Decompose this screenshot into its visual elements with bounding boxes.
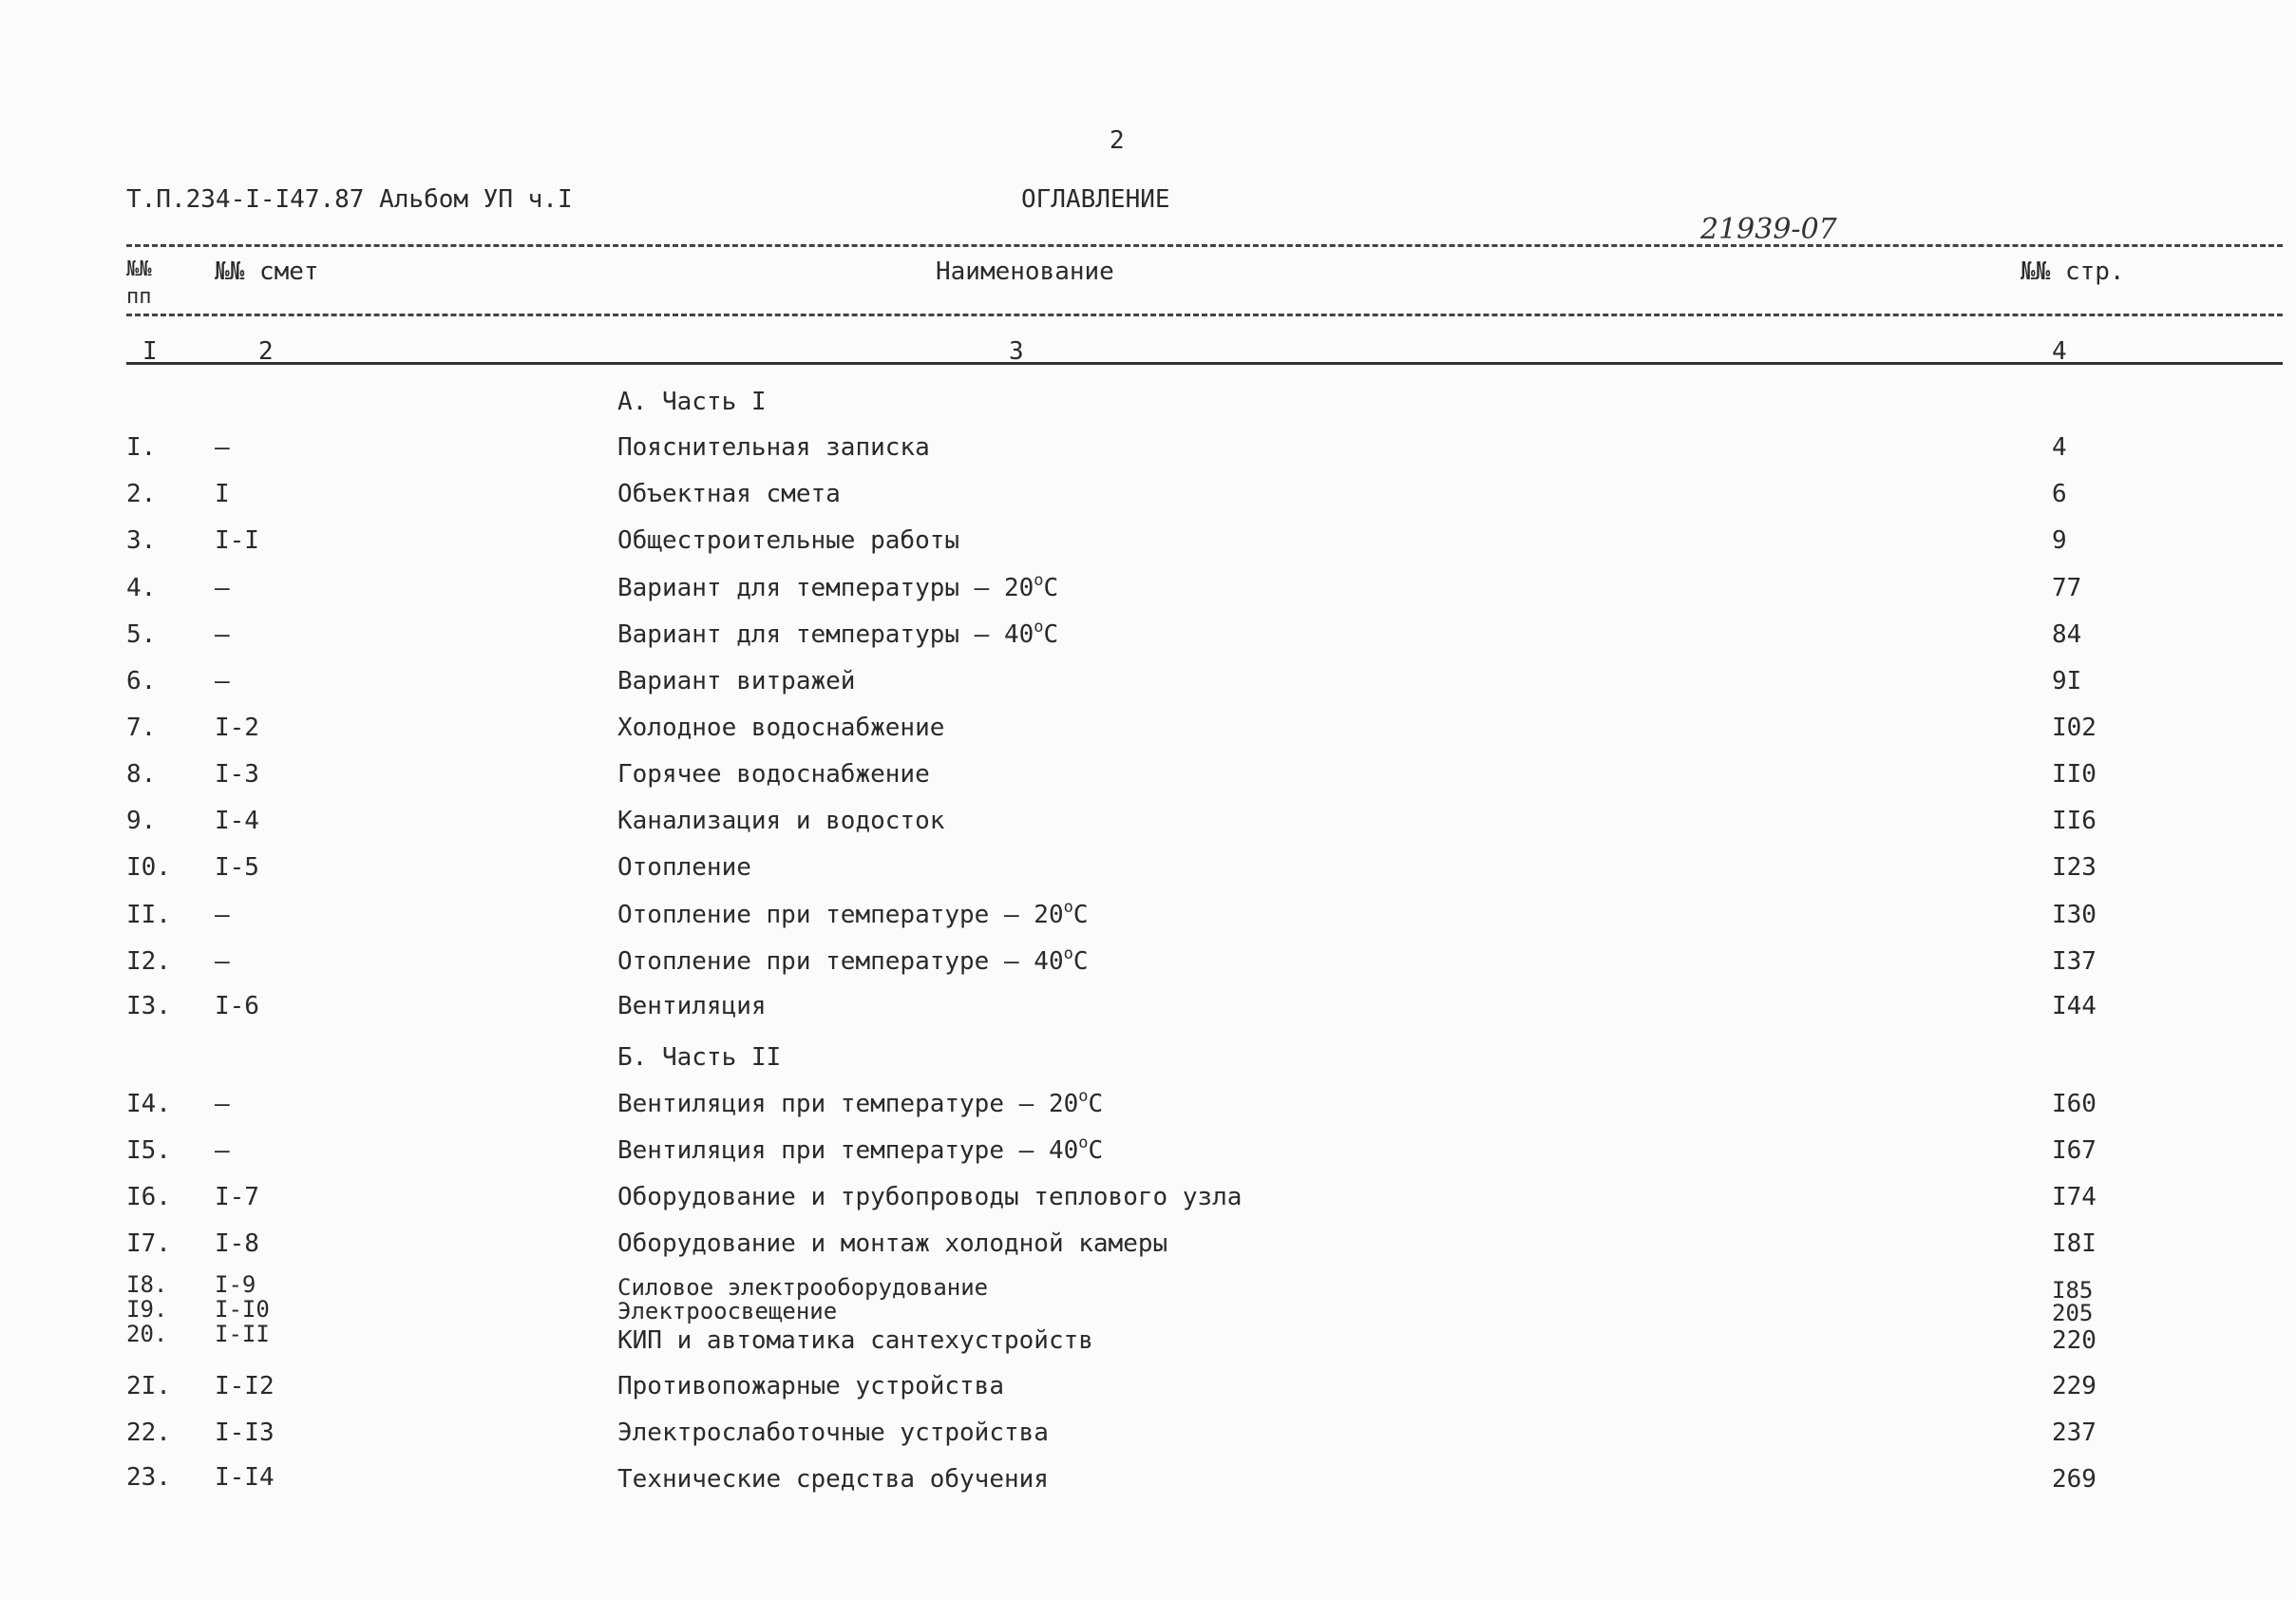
row-estimate: – <box>215 1090 230 1118</box>
row-number: I2. <box>126 947 171 976</box>
row-page: 4 <box>2052 433 2067 462</box>
row-number: II. <box>126 901 171 929</box>
row-estimate: I <box>215 480 230 508</box>
row-title-text: Отопление при температуре – 20 <box>617 901 1064 929</box>
row-number: I5. <box>126 1136 171 1165</box>
degree-superscript: о <box>1063 944 1073 963</box>
row-title <box>617 1133 1104 1165</box>
row-title <box>617 898 1089 929</box>
row-estimate: I-II <box>215 1321 270 1347</box>
degree-superscript: о <box>1078 1133 1089 1152</box>
row-title: Канализация и водосток <box>617 807 945 835</box>
row-number: 2. <box>126 480 157 508</box>
row-page: I85 <box>2052 1277 2094 1304</box>
row-title: Пояснительная записка <box>617 433 930 462</box>
row-title: Холодное водоснабжение <box>617 714 945 742</box>
row-page: 205 <box>2052 1300 2094 1326</box>
section-heading-part-2: Б. Часть II <box>617 1043 782 1072</box>
row-page: I37 <box>2052 947 2097 976</box>
page-number: 2 <box>1110 126 1125 155</box>
row-number: 22. <box>126 1419 171 1447</box>
row-estimate: I-I2 <box>215 1372 275 1400</box>
col-header-estimate: №№ смет <box>215 257 319 286</box>
column-number-rule <box>126 362 2283 365</box>
row-page: II6 <box>2052 807 2097 835</box>
row-title-text: Вариант для температуры – 20 <box>617 574 1034 602</box>
row-number: I3. <box>126 992 171 1020</box>
row-title: Вентиляция <box>617 992 767 1020</box>
row-estimate: – <box>215 901 230 929</box>
row-page: I23 <box>2052 853 2097 882</box>
row-number: 5. <box>126 620 157 649</box>
row-number: 20. <box>126 1321 168 1347</box>
row-number: 23. <box>126 1463 171 1492</box>
row-page: I67 <box>2052 1136 2097 1165</box>
row-estimate: I-8 <box>215 1229 259 1258</box>
row-estimate: – <box>215 947 230 976</box>
row-page: I02 <box>2052 714 2097 742</box>
row-title: Горячее водоснабжение <box>617 760 930 789</box>
row-number: 7. <box>126 714 157 742</box>
row-page: 9I <box>2052 667 2082 695</box>
col-header-page: №№ стр. <box>2021 257 2125 286</box>
temperature-unit: С <box>1072 901 1089 929</box>
row-title-text: Вентиляция при температуре – 40 <box>617 1136 1079 1165</box>
row-estimate: I-2 <box>215 714 259 742</box>
row-number: 4. <box>126 574 157 602</box>
row-number: I8. <box>126 1271 168 1298</box>
row-estimate: I-I <box>215 526 259 555</box>
temperature-unit: С <box>1043 620 1059 649</box>
row-page: 9 <box>2052 526 2067 555</box>
row-estimate: – <box>215 620 230 649</box>
row-page: 269 <box>2052 1465 2097 1494</box>
column-number-3: 3 <box>1009 337 1024 366</box>
row-estimate: I-5 <box>215 853 259 882</box>
row-title: Электроосвещение <box>617 1298 838 1324</box>
col-header-number: №№ <box>126 257 152 281</box>
row-page: I30 <box>2052 901 2097 929</box>
row-page: 6 <box>2052 480 2067 508</box>
degree-superscript: о <box>1034 618 1044 637</box>
row-title: Силовое электрооборудование <box>617 1274 989 1301</box>
handwritten-code: 21939-07 <box>1700 213 1837 246</box>
row-title <box>617 618 1059 649</box>
row-title: Общестроительные работы <box>617 526 960 555</box>
row-title: Оборудование и трубопроводы теплового узла <box>617 1183 1243 1211</box>
degree-superscript: о <box>1034 571 1044 590</box>
row-title: Противопожарные устройства <box>617 1372 1004 1400</box>
row-number: I4. <box>126 1090 171 1118</box>
row-title: Объектная смета <box>617 480 841 508</box>
temperature-unit: С <box>1088 1090 1104 1118</box>
row-title: Вариант витражей <box>617 667 856 695</box>
document-reference: Т.П.234-I-I47.87 Альбом УП ч.I <box>126 185 573 214</box>
row-number: 2I. <box>126 1372 171 1400</box>
row-page: 229 <box>2052 1372 2097 1400</box>
row-number: I6. <box>126 1183 171 1211</box>
row-number: 6. <box>126 667 157 695</box>
row-title-text: Вентиляция при температуре – 20 <box>617 1090 1079 1118</box>
row-number: 8. <box>126 760 157 789</box>
row-estimate: I-6 <box>215 992 259 1020</box>
row-number: I0. <box>126 853 171 882</box>
row-title: КИП и автоматика сантехустройств <box>617 1326 1093 1355</box>
column-number-4: 4 <box>2052 337 2067 366</box>
row-estimate: I-I0 <box>215 1296 270 1323</box>
row-title: Оборудование и монтаж холодной камеры <box>617 1229 1168 1258</box>
row-title <box>617 571 1059 602</box>
row-number: I. <box>126 433 157 462</box>
row-page: II0 <box>2052 760 2097 789</box>
row-number: 9. <box>126 807 157 835</box>
degree-superscript: о <box>1078 1087 1089 1106</box>
document-title: ОГЛАВЛЕНИЕ <box>1021 185 1170 214</box>
row-page: 220 <box>2052 1326 2097 1355</box>
col-header-name: Наименование <box>936 257 1114 286</box>
col-header-number-sub: пп <box>126 285 152 309</box>
row-estimate: – <box>215 1136 230 1165</box>
column-number-2: 2 <box>258 337 274 366</box>
row-page: 84 <box>2052 620 2082 649</box>
degree-superscript: о <box>1063 898 1073 917</box>
row-estimate: I-4 <box>215 807 259 835</box>
row-title-text: Отопление при температуре – 40 <box>617 947 1064 976</box>
row-title-text: Вариант для температуры – 40 <box>617 620 1034 649</box>
header-bottom-rule <box>126 314 2283 316</box>
row-estimate: – <box>215 433 230 462</box>
row-title: Электрослаботочные устройства <box>617 1419 1049 1447</box>
row-page: I8I <box>2052 1229 2097 1258</box>
row-estimate: – <box>215 574 230 602</box>
row-page: I74 <box>2052 1183 2097 1211</box>
row-title: Технические средства обучения <box>617 1465 1049 1494</box>
row-page: I60 <box>2052 1090 2097 1118</box>
section-heading-part-1: А. Часть I <box>617 388 767 416</box>
row-estimate: I-9 <box>215 1271 256 1298</box>
row-title <box>617 1087 1104 1118</box>
row-estimate: I-I3 <box>215 1419 275 1447</box>
temperature-unit: С <box>1072 947 1089 976</box>
temperature-unit: С <box>1088 1136 1104 1165</box>
row-page: 237 <box>2052 1419 2097 1447</box>
row-page: I44 <box>2052 992 2097 1020</box>
row-page: 77 <box>2052 574 2082 602</box>
row-number: I9. <box>126 1296 168 1323</box>
column-number-1: I <box>142 337 158 366</box>
row-number: I7. <box>126 1229 171 1258</box>
row-estimate: I-I4 <box>215 1463 275 1492</box>
row-estimate: I-3 <box>215 760 259 789</box>
row-number: 3. <box>126 526 157 555</box>
row-estimate: – <box>215 667 230 695</box>
temperature-unit: С <box>1043 574 1059 602</box>
row-title <box>617 944 1089 976</box>
row-estimate: I-7 <box>215 1183 259 1211</box>
header-top-rule <box>126 244 2283 247</box>
row-title: Отопление <box>617 853 751 882</box>
